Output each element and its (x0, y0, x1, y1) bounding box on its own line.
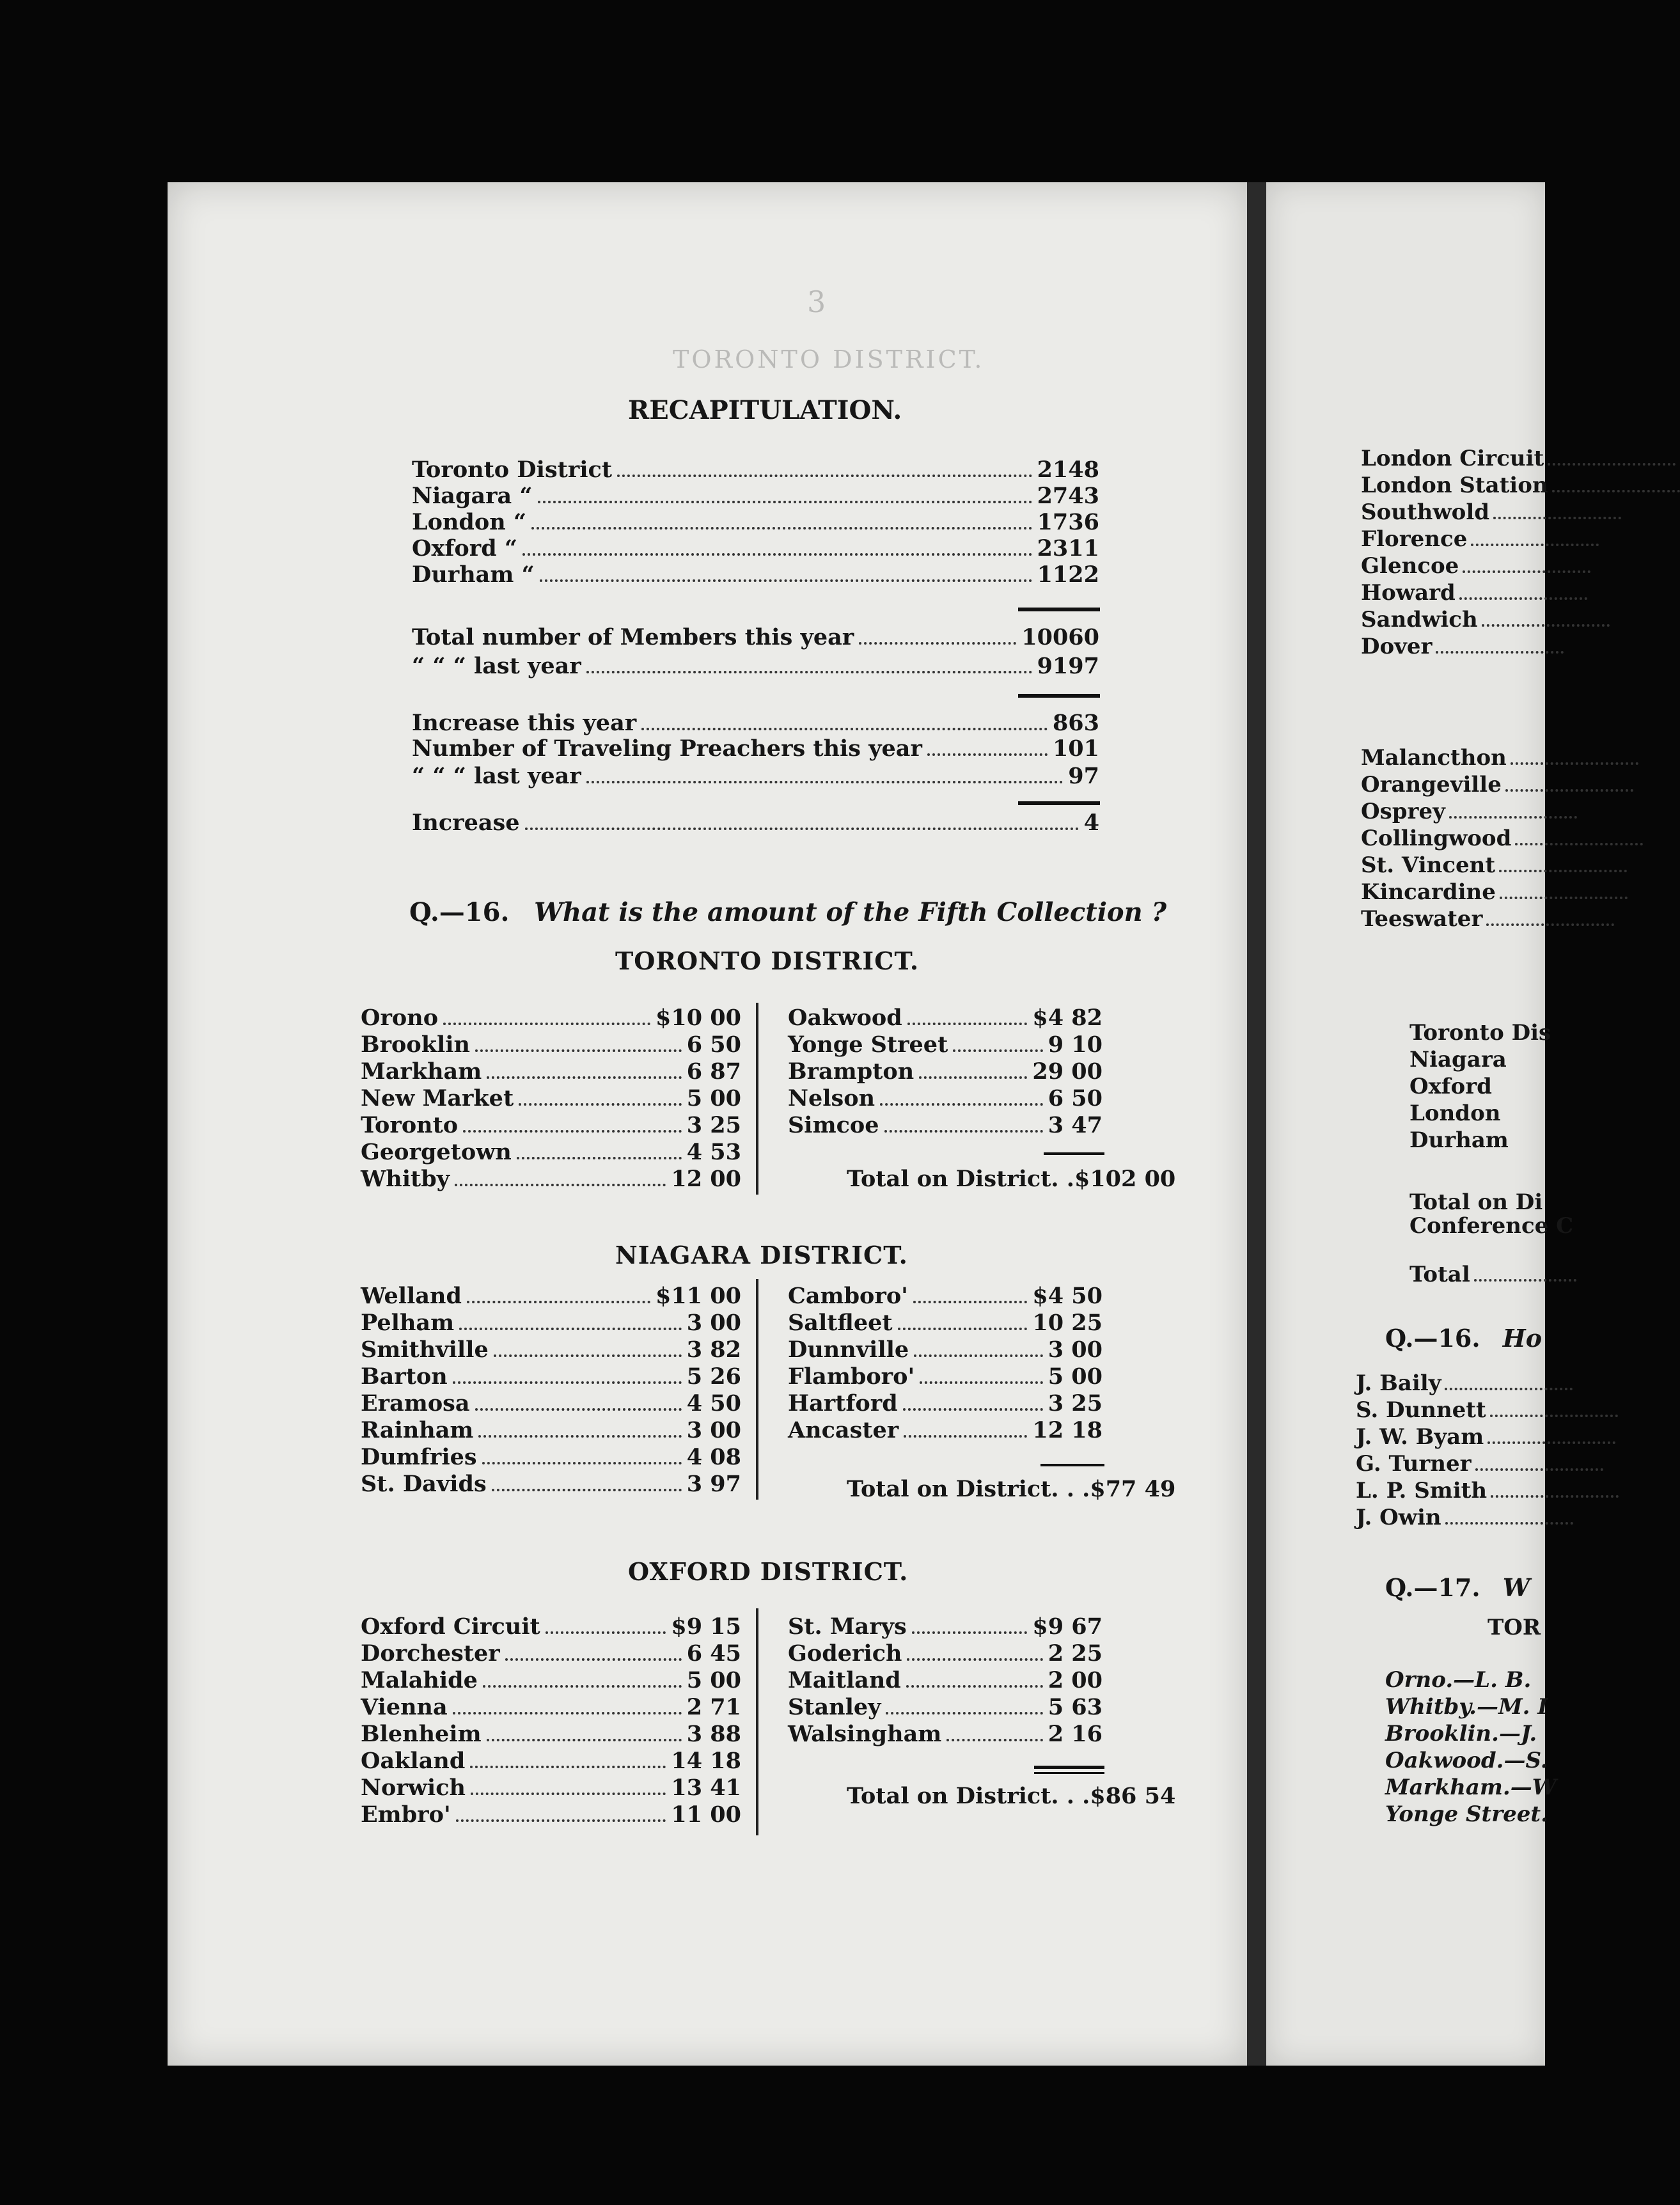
recap-value: 1736 (1037, 509, 1099, 535)
niagara-heading: NIAGARA DISTRICT. (615, 1241, 908, 1269)
right-page-entry: J. Owin (1356, 1505, 1573, 1530)
circuit-amount: 10 25 (1032, 1310, 1103, 1336)
preachers-row (412, 734, 1099, 762)
circuit-amount: 4 08 (686, 1444, 741, 1470)
right-page-entry: Dover (1361, 634, 1564, 659)
circuit-name: Brooklin (361, 1032, 471, 1058)
collection-row (788, 1719, 1103, 1747)
circuit-name: Malahide (361, 1667, 478, 1693)
circuit-amount: 6 50 (1048, 1085, 1103, 1111)
collection-row (361, 1110, 741, 1138)
column-divider (756, 1608, 758, 1835)
right-page-entry: L. P. Smith (1356, 1478, 1619, 1503)
collection-row (361, 1665, 741, 1693)
circuit-amount: 3 97 (686, 1471, 741, 1497)
recap-title: RECAPITULATION. (628, 395, 902, 425)
preachers-label: Number of Traveling Preachers this year (412, 735, 922, 762)
collection-row (788, 1388, 1103, 1416)
circuit-amount: 13 41 (671, 1775, 741, 1801)
circuit-name: Markham (361, 1058, 482, 1085)
circuit-name: Whitby (361, 1166, 450, 1192)
circuit-name: Yonge Street (788, 1032, 948, 1058)
circuit-amount: 2 16 (1048, 1721, 1103, 1747)
collection-row (361, 1773, 741, 1801)
circuit-amount: 4 53 (686, 1139, 741, 1165)
right-page-entry: London Station (1361, 473, 1680, 498)
circuit-name: Dunnville (788, 1337, 909, 1363)
recap-row (412, 455, 1099, 483)
page-number: 3 (807, 285, 826, 319)
circuit-amount: 29 00 (1032, 1058, 1103, 1085)
total-members-row (412, 622, 1099, 650)
circuit-amount: 3 25 (686, 1112, 741, 1138)
collection-row (788, 1692, 1103, 1720)
circuit-name: St. Davids (361, 1471, 487, 1497)
niagara-total (847, 1474, 1176, 1502)
right-page-entry: Malancthon (1361, 745, 1638, 771)
right-page-entry: Kincardine (1361, 879, 1628, 905)
right-page-entry: Whitby.—M. I (1385, 1694, 1548, 1720)
collection-row (361, 1638, 741, 1667)
circuit-amount: 3 00 (686, 1310, 741, 1336)
recap-row (412, 481, 1099, 509)
collection-row (788, 1083, 1103, 1111)
right-tor-heading: TOR (1488, 1615, 1541, 1640)
circuit-name: Eramosa (361, 1390, 470, 1416)
circuit-amount: 3 82 (686, 1337, 741, 1363)
collection-row (361, 1388, 741, 1416)
circuit-name: Oakwood (788, 1005, 902, 1031)
circuit-amount: 2 71 (686, 1694, 741, 1720)
total-label: Total on District. . (847, 1166, 1074, 1192)
preachers-last-label: “ “ “ last year (412, 763, 581, 789)
collection-row (361, 1719, 741, 1747)
total-members-value: 10060 (1021, 624, 1099, 650)
circuit-name: Norwich (361, 1775, 466, 1801)
circuit-name: St. Marys (788, 1613, 907, 1640)
sum-rule (1034, 1772, 1104, 1774)
recap-label: Oxford “ (412, 535, 517, 561)
sum-rule (1018, 694, 1100, 698)
circuit-name: Barton (361, 1363, 448, 1390)
circuit-amount: $11 00 (656, 1283, 741, 1309)
circuit-amount: 3 00 (686, 1417, 741, 1443)
recap-row (412, 560, 1099, 588)
circuit-name: Toronto (361, 1112, 459, 1138)
increase-label: Increase this year (412, 710, 637, 736)
circuit-amount: $9 15 (671, 1613, 741, 1640)
right-page-entry: Markham.—W (1385, 1775, 1557, 1800)
collection-row (361, 1746, 741, 1774)
collection-row (788, 1612, 1103, 1640)
recap-label: London “ (412, 509, 526, 535)
circuit-amount: $4 82 (1032, 1005, 1103, 1031)
collection-row (361, 1692, 741, 1720)
collection-row (361, 1164, 741, 1192)
right-page-entry: Teeswater (1361, 906, 1614, 932)
right-page-entry: London (1409, 1101, 1501, 1126)
collection-row (788, 1056, 1103, 1085)
circuit-amount: 5 00 (686, 1667, 741, 1693)
collection-row (361, 1800, 741, 1828)
right-q16 (1385, 1324, 1542, 1353)
collection-row (361, 1415, 741, 1443)
collection-row (361, 1469, 741, 1497)
sum-rule (1018, 608, 1100, 611)
circuit-name: Nelson (788, 1085, 875, 1111)
collection-row (788, 1361, 1103, 1390)
total-value: $86 54 (1090, 1783, 1176, 1809)
circuit-name: Orono (361, 1005, 439, 1031)
circuit-name: Brampton (788, 1058, 915, 1085)
circuit-amount: 6 87 (686, 1058, 741, 1085)
collection-row (361, 1361, 741, 1390)
collection-row (788, 1665, 1103, 1693)
collection-row (788, 1281, 1103, 1309)
collection-row (361, 1083, 741, 1111)
circuit-name: Blenheim (361, 1721, 482, 1747)
oxford-heading: OXFORD DISTRICT. (628, 1557, 909, 1586)
circuit-amount: 5 00 (1048, 1363, 1103, 1390)
circuit-name: Rainham (361, 1417, 474, 1443)
circuit-name: Welland (361, 1283, 462, 1309)
circuit-amount: 14 18 (671, 1748, 741, 1774)
last-year-value: 9197 (1037, 653, 1099, 679)
circuit-amount: 2 25 (1048, 1640, 1103, 1667)
right-conference: Conference C (1409, 1213, 1574, 1239)
collection-row (788, 1003, 1103, 1031)
circuit-name: Simcoe (788, 1112, 879, 1138)
right-q17 (1385, 1573, 1530, 1602)
right-page-entry: Yonge Street. (1385, 1801, 1548, 1827)
increase2-value: 4 (1083, 810, 1099, 836)
right-page-entry: Florence (1361, 526, 1599, 552)
collection-row (361, 1612, 741, 1640)
right-page-entry: Southwold (1361, 499, 1621, 525)
toronto-heading: TORONTO DISTRICT. (615, 946, 920, 975)
increase-row (412, 708, 1099, 736)
circuit-name: Embro' (361, 1801, 451, 1828)
circuit-amount: 11 00 (671, 1801, 741, 1828)
recap-value: 2743 (1037, 483, 1099, 509)
circuit-amount: 9 10 (1048, 1032, 1103, 1058)
preachers-last-row (412, 761, 1099, 789)
circuit-name: Oakland (361, 1748, 466, 1774)
left-page (168, 182, 1247, 2066)
recap-value: 2148 (1037, 457, 1099, 483)
circuit-amount: 5 00 (686, 1085, 741, 1111)
right-q17-word: W (1502, 1573, 1530, 1602)
recap-label: Durham “ (412, 561, 535, 588)
circuit-amount: 3 47 (1048, 1112, 1103, 1138)
collection-row (361, 1137, 741, 1165)
circuit-name: Pelham (361, 1310, 455, 1336)
right-page-entry: Durham (1409, 1127, 1509, 1153)
collection-row (788, 1638, 1103, 1667)
question-number: Q.—16. (409, 897, 510, 927)
circuit-name: Smithville (361, 1337, 489, 1363)
right-page-entry: Sandwich (1361, 607, 1610, 632)
collection-row (788, 1110, 1103, 1138)
collection-row (361, 1308, 741, 1336)
right-page-entry: J. Baily (1356, 1370, 1573, 1396)
right-page-entry: London Circuit (1361, 446, 1676, 471)
right-page-entry: J. W. Byam (1356, 1424, 1615, 1450)
collection-row (361, 1442, 741, 1470)
sum-rule (1034, 1766, 1104, 1769)
circuit-name: Georgetown (361, 1139, 512, 1165)
total-label: Total on District. . . (847, 1476, 1090, 1502)
right-page-entry: Oakwood.—S. (1385, 1748, 1548, 1773)
collection-row (361, 1281, 741, 1309)
collection-row (788, 1335, 1103, 1363)
circuit-name: Goderich (788, 1640, 902, 1667)
recap-label: Toronto District (412, 457, 613, 483)
circuit-amount: $10 00 (656, 1005, 741, 1031)
circuit-amount: 12 00 (671, 1166, 741, 1192)
circuit-name: Dorchester (361, 1640, 500, 1667)
right-page-entry: Osprey (1361, 799, 1577, 824)
circuit-amount: 3 00 (1048, 1337, 1103, 1363)
bleed-through-heading: TORONTO DISTRICT. (673, 345, 985, 373)
recap-row (412, 533, 1099, 561)
right-total-on: Total on Di (1409, 1189, 1543, 1215)
circuit-amount: 3 25 (1048, 1390, 1103, 1416)
circuit-name: Camboro' (788, 1283, 908, 1309)
collection-row (788, 1030, 1103, 1058)
right-total-label: Total (1409, 1262, 1470, 1287)
circuit-name: Saltfleet (788, 1310, 893, 1336)
right-page-entry: G. Turner (1356, 1451, 1603, 1477)
column-divider (756, 1003, 758, 1195)
preachers-value: 101 (1052, 735, 1099, 762)
circuit-amount: $9 67 (1032, 1613, 1103, 1640)
right-total (1409, 1262, 1576, 1287)
right-q16-number: Q.—16. (1385, 1324, 1480, 1353)
circuit-name: Dumfries (361, 1444, 477, 1470)
increase2-label: Increase (412, 810, 520, 836)
question-16 (409, 897, 1166, 927)
collection-row (361, 1335, 741, 1363)
circuit-name: Flamboro' (788, 1363, 915, 1390)
collection-row (361, 1056, 741, 1085)
sum-rule (1044, 1152, 1104, 1155)
question-text: What is the amount of the Fifth Collection ? (534, 897, 1167, 927)
right-page-entry: S. Dunnett (1356, 1397, 1618, 1423)
circuit-name: Stanley (788, 1694, 881, 1720)
right-page-entry: Orangeville (1361, 772, 1633, 797)
circuit-name: Vienna (361, 1694, 448, 1720)
circuit-amount: 4 50 (686, 1390, 741, 1416)
circuit-amount: 3 88 (686, 1721, 741, 1747)
right-page-entry: Orno.—L. B. (1385, 1667, 1532, 1693)
circuit-amount: 6 50 (686, 1032, 741, 1058)
sum-rule (1040, 1464, 1104, 1466)
circuit-amount: $4 50 (1032, 1283, 1103, 1309)
right-q17-number: Q.—17. (1385, 1573, 1480, 1602)
right-page-entry: Howard (1361, 580, 1587, 606)
collection-row (361, 1003, 741, 1031)
right-page-entry: Brooklin.—J. (1385, 1721, 1537, 1746)
right-q16-word: Ho (1502, 1324, 1543, 1353)
book-gutter (1247, 182, 1266, 2066)
last-year-row (412, 651, 1099, 679)
collection-row (361, 1030, 741, 1058)
right-page (1266, 182, 1574, 2066)
circuit-amount: 12 18 (1032, 1417, 1103, 1443)
circuit-name: Ancaster (788, 1417, 899, 1443)
right-page-entry: Glencoe (1361, 553, 1590, 579)
circuit-amount: 5 26 (686, 1363, 741, 1390)
toronto-total (847, 1164, 1176, 1192)
increase2-row (412, 808, 1099, 836)
collection-row (788, 1415, 1103, 1443)
circuit-name: Hartford (788, 1390, 898, 1416)
right-page-entry: St. Vincent (1361, 852, 1627, 878)
recap-value: 1122 (1037, 561, 1099, 588)
total-members-label: Total number of Members this year (412, 624, 854, 650)
preachers-last-value: 97 (1068, 763, 1099, 789)
sum-rule (1018, 801, 1100, 805)
collection-row (788, 1308, 1103, 1336)
total-value: $102 00 (1074, 1166, 1176, 1192)
right-page-entry: Toronto Dis (1409, 1020, 1551, 1046)
circuit-name: Walsingham (788, 1721, 942, 1747)
circuit-amount: 5 63 (1048, 1694, 1103, 1720)
circuit-amount: 2 00 (1048, 1667, 1103, 1693)
recap-value: 2311 (1037, 535, 1099, 561)
recap-row (412, 507, 1099, 535)
total-label: Total on District. . . (847, 1783, 1090, 1809)
right-page-entry: Oxford (1409, 1074, 1492, 1099)
increase-value: 863 (1052, 710, 1099, 736)
last-year-label: “ “ “ last year (412, 653, 581, 679)
right-page-entry: Niagara (1409, 1047, 1507, 1072)
circuit-name: Maitland (788, 1667, 901, 1693)
circuit-amount: 6 45 (686, 1640, 741, 1667)
circuit-name: New Market (361, 1085, 514, 1111)
column-divider (756, 1279, 758, 1500)
circuit-name: Oxford Circuit (361, 1613, 540, 1640)
total-value: $77 49 (1090, 1476, 1176, 1502)
right-page-entry: Collingwood (1361, 826, 1643, 851)
oxford-total (847, 1781, 1176, 1809)
recap-label: Niagara “ (412, 483, 533, 509)
